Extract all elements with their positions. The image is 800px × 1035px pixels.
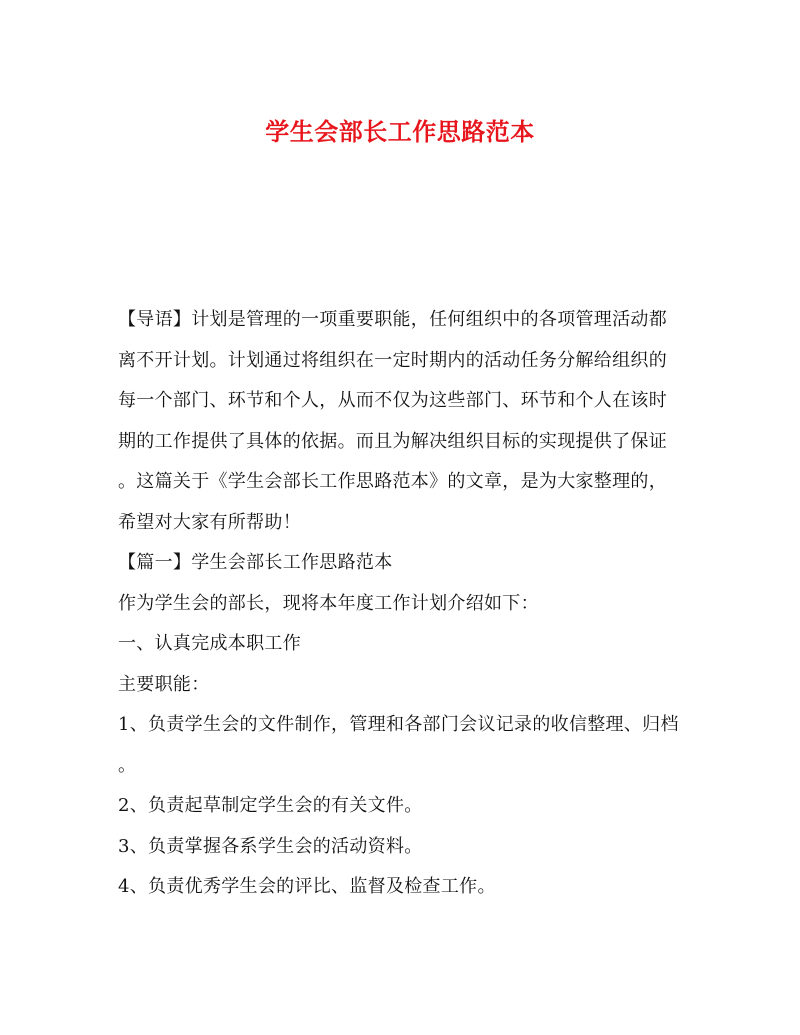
- document-title: 学生会部长工作思路范本: [265, 117, 535, 146]
- paragraph-line: 作为学生会的部长，现将本年度工作计划介绍如下：: [118, 592, 539, 614]
- paragraph-line: 每一个部门、环节和个人，从而不仅为这些部门、环节和个人在该时: [118, 390, 667, 411]
- list-item-continuation: 。: [118, 754, 137, 776]
- paragraph-line: 【导语】计划是管理的一项重要职能，任何组织中的各项管理活动都: [118, 309, 667, 330]
- section-heading: 【篇一】学生会部长工作思路范本: [118, 552, 393, 573]
- paragraph-line: 希望对大家有所帮助！: [118, 511, 301, 533]
- paragraph-line: 离不开计划。计划通过将组织在一定时期内的活动任务分解给组织的: [118, 349, 667, 371]
- list-item: 3、负责掌握各系学生会的活动资料。: [118, 835, 423, 857]
- document-body: [118, 300, 684, 908]
- list-item: 1、负责学生会的文件制作，管理和各部门会议记录的收信整理、归档: [118, 714, 679, 735]
- paragraph-line: 期的工作提供了具体的依据。而且为解决组织目标的实现提供了保证: [118, 430, 667, 452]
- section-heading: 一、认真完成本职工作: [118, 633, 301, 654]
- list-item: 2、负责起草制定学生会的有关文件。: [118, 795, 423, 816]
- paragraph-line: 。这篇关于《学生会部长工作思路范本》的文章，是为大家整理的，: [118, 471, 667, 492]
- list-item: 4、负责优秀学生会的评比、监督及检查工作。: [118, 876, 496, 897]
- paragraph-line: 主要职能：: [118, 673, 210, 695]
